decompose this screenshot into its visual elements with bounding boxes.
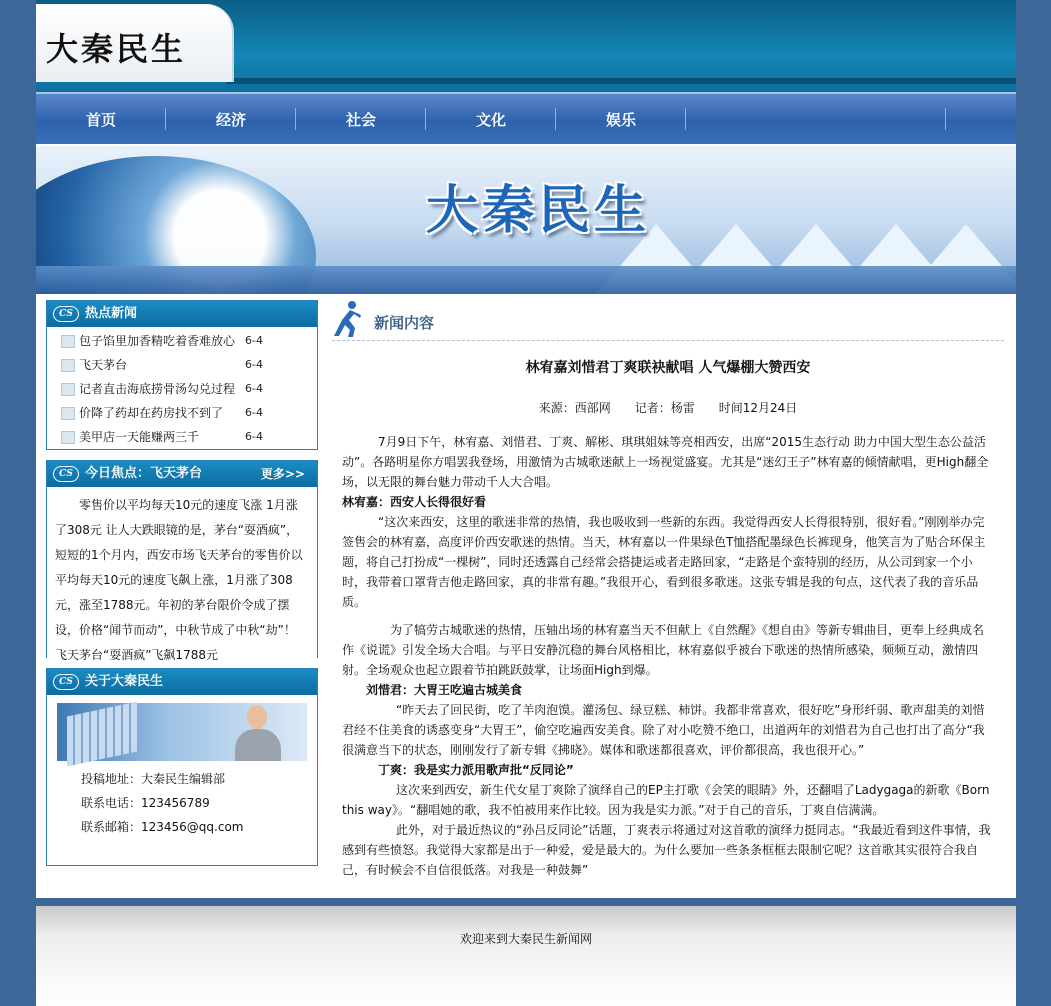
nav-separator <box>945 108 946 130</box>
about-image <box>57 703 307 761</box>
nav-item-society[interactable]: 社会 <box>345 111 376 129</box>
document-icon <box>61 431 75 444</box>
article-paragraph: 此外，对于最近热议的“孙吕反同论”话题，丁爽表示将通过对这首歌的演绎力挺同志。“我最近看到这件事情，我感到有些愤怒。我觉得大家都是出于一种爱，爱是最大的。为什么要加一些条条框框去限制它呢？这首歌其实很符合我自己，有时候会不自信很低落。对我是一种鼓舞” <box>342 823 991 877</box>
article <box>342 352 994 880</box>
about-title: 关于大秦民生 <box>85 674 164 689</box>
nav-separator <box>685 108 686 130</box>
runner-icon <box>332 300 362 338</box>
footer-text: 欢迎来到大秦民生新闻网 <box>459 932 592 946</box>
focus-panel <box>46 460 318 662</box>
document-icon <box>61 407 75 420</box>
page-container <box>36 0 1016 1006</box>
main-nav <box>36 92 1016 144</box>
article-meta: 来源：西部网 记者：杨雷 时间12月24日 <box>538 401 798 415</box>
article-paragraph: 这次来到西安，新生代女星丁爽除了演绎自己的EP主打歌《会笑的眼睛》外，还翻唱了Ladygaga的新歌《Born this way》。“翻唱她的歌，我不怕被用来作比较。因为我是实力派。”对于自己的音乐，丁爽自信满满。 <box>342 783 990 817</box>
document-icon <box>61 335 75 348</box>
list-item[interactable] <box>47 329 317 353</box>
article-paragraph: “昨天去了回民街，吃了羊肉泡馍。灌汤包、绿豆糕、柿饼。我都非常喜欢，很好吃”身形纤弱、歌声甜美的刘惜君经不住美食的诱惑变身“大胃王”，偷空吃遍西安美食。除了对小吃赞不绝口，出道两年的刘惜君为自己也打出了高分“我很满意当下的状态，刚刚发行了新专辑《拂晓》。媒体和歌迷都很喜欢，评价都很高，我也很开心。” <box>342 703 985 757</box>
list-item[interactable] <box>47 425 317 449</box>
hot-news-title: 热点新闻 <box>85 306 138 321</box>
hot-news-panel <box>46 300 318 450</box>
nav-item-culture[interactable]: 文化 <box>475 111 506 129</box>
focus-title: 今日焦点：飞天茅台 <box>85 466 203 481</box>
footer-divider <box>36 898 1016 906</box>
contact-info <box>81 767 317 839</box>
list-item[interactable] <box>47 401 317 425</box>
contact-phone: 联系电话：123456789 <box>81 796 210 810</box>
news-link[interactable]: 飞天茅台 <box>79 358 128 372</box>
news-date: 6-4 <box>245 406 263 419</box>
focus-header <box>47 461 317 487</box>
article-paragraph: “这次来西安，这里的歌迷非常的热情，我也吸收到一些新的东西。我觉得西安人长得很特别，很好看。”刚刚举办完签售会的林宥嘉，高度评价西安歌迷的热情。当天，林宥嘉以一件果绿色T恤搭配墨绿色长裤现身，他笑言为了贴合环保主题，将自己打扮成“一棵树”，同时还透露自己经常会搭捷运或者走路回家，“走路是个蛮特别的经历，从公司到家一个小时，我带着口罩背吉他走路回家，真的非常有趣。”我很开心，看到很多歌迷。这张专辑是我的句点，这代表了我的音乐品质。 <box>342 515 986 609</box>
document-icon <box>61 359 75 372</box>
contact-email: 联系邮箱：123456@qq.com <box>81 820 244 834</box>
cs-logo-icon: CS <box>53 306 79 322</box>
banner <box>36 146 1016 294</box>
article-subheading: 刘惜君：大胃王吃遍古城美食 <box>366 683 523 697</box>
news-link[interactable]: 美甲店一天能赚两三千 <box>79 430 200 444</box>
more-link[interactable]: 更多>> <box>260 467 305 481</box>
news-section-header <box>332 300 1004 341</box>
header-bar <box>36 0 1016 92</box>
news-link[interactable]: 价降了药却在药房找不到了 <box>79 406 224 420</box>
building-graphic <box>67 702 137 767</box>
focus-text: 零售价以平均每天10元的速度飞涨 1月涨了308元 让人大跌眼镜的是，茅台“耍酒疯”，短短的1个月内，西安市场飞天茅台的零售价以平均每天10元的速度飞飙上涨，1月涨了308元，涨至1788元。年初的茅台限价令成了摆设，价格“闻节而动”，中秋节成了中秋“劫”！ 飞天茅台“耍酒疯”飞飙1788元 <box>47 487 317 663</box>
site-logo[interactable] <box>36 4 234 82</box>
news-date: 6-4 <box>245 334 263 347</box>
about-panel <box>46 668 318 866</box>
news-date: 6-4 <box>245 382 263 395</box>
document-icon <box>61 383 75 396</box>
news-link[interactable]: 记者直击海底捞骨汤勾兑过程 <box>79 382 236 396</box>
article-subheading: 丁爽：我是实力派用歌声批“反同论” <box>378 763 574 777</box>
businessman-graphic <box>235 705 281 761</box>
contact-address: 投稿地址：大秦民生编辑部 <box>81 772 226 786</box>
nav-item-home[interactable]: 首页 <box>85 111 116 129</box>
list-item[interactable] <box>47 353 317 377</box>
article-paragraph: 为了犒劳古城歌迷的热情，压轴出场的林宥嘉当天不但献上《自然醒》《想自由》等新专辑曲目，更奉上经典成名作《说谎》引发全场大合唱。与平日安静沉稳的舞台风格相比，林宥嘉似乎被台下歌迷的热情所感染，频频互动，激情四射。全场观众也起立跟着节拍跳跃鼓掌，让场面High到爆。 <box>342 623 985 677</box>
header-stripe <box>226 78 1016 84</box>
list-item[interactable] <box>47 377 317 401</box>
banner-sea <box>36 266 1016 294</box>
nav-item-economy[interactable]: 经济 <box>215 111 246 129</box>
cs-logo-icon: CS <box>53 674 79 690</box>
news-date: 6-4 <box>245 430 263 443</box>
nav-item-entertainment[interactable]: 娱乐 <box>605 111 636 129</box>
about-header <box>47 669 317 695</box>
news-date: 6-4 <box>245 358 263 371</box>
news-link[interactable]: 包子馅里加香精吃着香难放心 <box>79 334 236 348</box>
article-paragraph: 7月9日下午，林宥嘉、刘惜君、丁爽、解彬、琪琪姐妹等亮相西安，出席“2015生态行动 助力中国大型生态公益活动”。各路明星你方唱罢我登场，用激情为古城歌迷献上一场视觉盛宴。尤其是“迷幻王子”林宥嘉的倾情献唱，更High翻全场，以无限的舞台魅力带动千人大合唱。 <box>342 435 989 489</box>
hot-news-list <box>47 327 317 449</box>
news-section-title: 新闻内容 <box>374 314 435 332</box>
footer <box>36 906 1016 1006</box>
banner-title: 大秦民生 <box>426 180 651 241</box>
site-logo-text: 大秦民生 <box>46 30 187 68</box>
article-subheading: 林宥嘉：西安人长得很好看 <box>342 495 487 509</box>
article-headline: 林宥嘉刘惜君丁爽联袂献唱 人气爆棚大赞西安 <box>525 360 811 376</box>
hot-news-header <box>47 301 317 327</box>
cs-logo-icon: CS <box>53 466 79 482</box>
